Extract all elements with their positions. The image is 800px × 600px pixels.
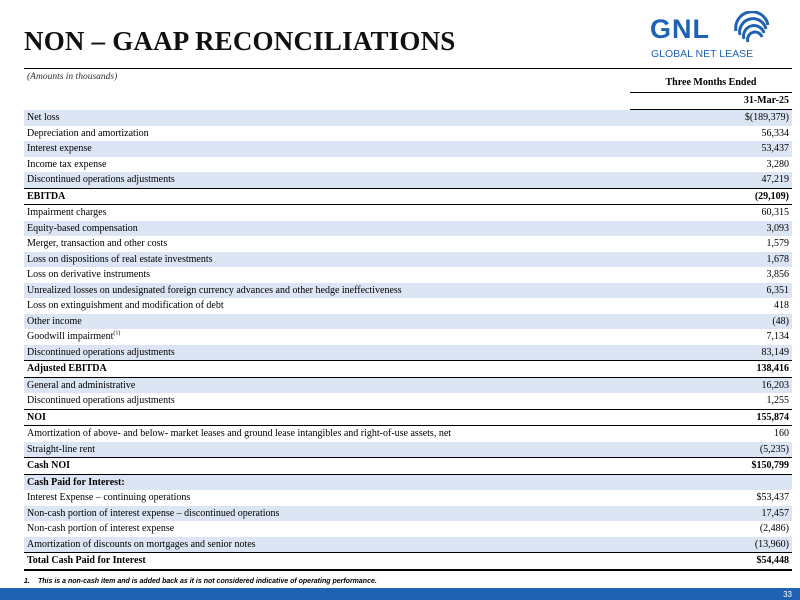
row-value: 3,093 bbox=[630, 221, 792, 237]
reconciliation-table bbox=[24, 68, 792, 571]
table-row bbox=[24, 361, 792, 378]
table-row bbox=[24, 110, 792, 126]
row-label: Loss on derivative instruments bbox=[27, 269, 151, 280]
row-value: (2,486) bbox=[759, 523, 789, 534]
table-row bbox=[24, 188, 792, 205]
row-label: Discontinued operations adjustments bbox=[24, 172, 630, 188]
row-label: Unrealized losses on undesignated foreign currency advances and other hedge ineffectiveness bbox=[24, 283, 630, 299]
row-value: 1,255 bbox=[766, 395, 789, 406]
row-value: 3,280 bbox=[766, 158, 789, 170]
row-label: Equity-based compensation bbox=[24, 221, 630, 237]
table-row bbox=[24, 205, 792, 221]
row-value: 3,856 bbox=[766, 269, 789, 280]
row-label: Cash NOI bbox=[24, 458, 630, 475]
row-label: Discontinued operations adjustments bbox=[27, 395, 175, 406]
table-row bbox=[24, 283, 792, 299]
row-value: 56,334 bbox=[761, 127, 789, 139]
table-row bbox=[24, 474, 792, 490]
footnote bbox=[24, 578, 377, 585]
row-label: Straight-line rent bbox=[24, 442, 630, 458]
row-value: (48) bbox=[630, 314, 792, 330]
amounts-note: (Amounts in thousands) bbox=[27, 72, 118, 82]
table-row bbox=[24, 377, 792, 393]
row-value: 155,874 bbox=[630, 409, 792, 426]
table-row bbox=[24, 298, 792, 314]
row-label: General and administrative bbox=[24, 377, 630, 393]
table-subheader-row bbox=[24, 93, 792, 110]
table-row bbox=[24, 236, 792, 252]
row-value: (5,235) bbox=[630, 442, 792, 458]
table-row bbox=[24, 442, 792, 458]
table-row bbox=[24, 221, 792, 237]
row-label: Non-cash portion of interest expense bbox=[27, 523, 175, 534]
row-label: Non-cash portion of interest expense – discontinued operations bbox=[24, 506, 630, 522]
bottom-bar bbox=[0, 588, 800, 600]
row-label: Other income bbox=[24, 314, 630, 330]
row-label: EBITDA bbox=[24, 188, 630, 205]
row-value: 47,219 bbox=[630, 172, 792, 188]
table-row bbox=[24, 537, 792, 553]
row-label: Total Cash Paid for Interest bbox=[24, 553, 630, 570]
globe-swirl-icon bbox=[730, 11, 776, 51]
footnote-text: This is a non-cash item and is added back as it is not considered indicative of operating performance. bbox=[38, 578, 377, 585]
company-logo bbox=[650, 8, 780, 68]
row-value bbox=[630, 474, 792, 490]
row-value: (13,960) bbox=[630, 537, 792, 553]
row-label: Goodwill impairment$^{(1)}$ bbox=[27, 330, 121, 342]
row-label: Interest expense bbox=[24, 141, 630, 157]
table-row bbox=[24, 521, 792, 537]
table-row bbox=[24, 126, 792, 142]
table-row bbox=[24, 553, 792, 570]
row-value: 1,579 bbox=[766, 238, 789, 249]
row-value: $54,448 bbox=[630, 553, 792, 570]
row-label: Amortization of above- and below- market leases and ground lease intangibles and right-of-use assets, net bbox=[27, 428, 452, 439]
row-label: NOI bbox=[24, 409, 630, 426]
table-row bbox=[24, 252, 792, 268]
row-value: $(189,379) bbox=[630, 110, 792, 126]
logo-subtitle: GLOBAL NET LEASE bbox=[651, 48, 754, 60]
row-label: Net loss bbox=[24, 110, 630, 126]
page-title: NON – GAAP RECONCILIATIONS bbox=[24, 26, 456, 56]
row-value: 160 bbox=[774, 428, 789, 439]
table-header-row bbox=[24, 69, 792, 93]
date-header: 31-Mar-25 bbox=[630, 93, 792, 110]
table-row bbox=[24, 157, 792, 173]
table-row bbox=[24, 409, 792, 426]
row-label: Amortization of discounts on mortgages and senior notes bbox=[24, 537, 630, 553]
table-row bbox=[24, 267, 792, 283]
row-value: 138,416 bbox=[630, 361, 792, 378]
row-label: Impairment charges bbox=[27, 207, 107, 218]
logo-wordmark: GNL bbox=[650, 14, 710, 44]
row-label: Depreciation and amortization bbox=[27, 127, 149, 139]
row-value: 53,437 bbox=[630, 141, 792, 157]
row-label: Merger, transaction and other costs bbox=[27, 238, 168, 249]
table-row bbox=[24, 506, 792, 522]
row-value: 17,457 bbox=[630, 506, 792, 522]
row-value: 83,149 bbox=[630, 345, 792, 361]
row-value: 7,134 bbox=[766, 331, 789, 342]
row-label: Cash Paid for Interest: bbox=[24, 474, 630, 490]
row-value: $150,799 bbox=[630, 458, 792, 475]
row-value: (29,109) bbox=[630, 188, 792, 205]
row-label: Interest Expense – continuing operations bbox=[27, 492, 191, 503]
period-header: Three Months Ended bbox=[630, 69, 792, 93]
row-value: 418 bbox=[774, 300, 789, 311]
row-value: 16,203 bbox=[630, 377, 792, 393]
table-row bbox=[24, 426, 792, 442]
row-label: Income tax expense bbox=[27, 158, 107, 170]
table-row bbox=[24, 393, 792, 409]
row-label: Loss on dispositions of real estate investments bbox=[24, 252, 630, 268]
table-row bbox=[24, 345, 792, 361]
page-number: 33 bbox=[783, 590, 792, 599]
table-row bbox=[24, 141, 792, 157]
row-label: Adjusted EBITDA bbox=[24, 361, 630, 378]
footnote-ref: (1) bbox=[113, 330, 121, 337]
footnote-number: 1. bbox=[24, 578, 30, 585]
row-value: $53,437 bbox=[756, 492, 789, 503]
row-value: 60,315 bbox=[761, 207, 789, 218]
table-row bbox=[24, 490, 792, 506]
table-row bbox=[24, 314, 792, 330]
table-row bbox=[24, 329, 792, 345]
table-row bbox=[24, 458, 792, 475]
row-label: Loss on extinguishment and modification of debt bbox=[27, 300, 224, 311]
row-label: Discontinued operations adjustments bbox=[24, 345, 630, 361]
table-row bbox=[24, 172, 792, 188]
row-value: 1,678 bbox=[630, 252, 792, 268]
row-value: 6,351 bbox=[630, 283, 792, 299]
